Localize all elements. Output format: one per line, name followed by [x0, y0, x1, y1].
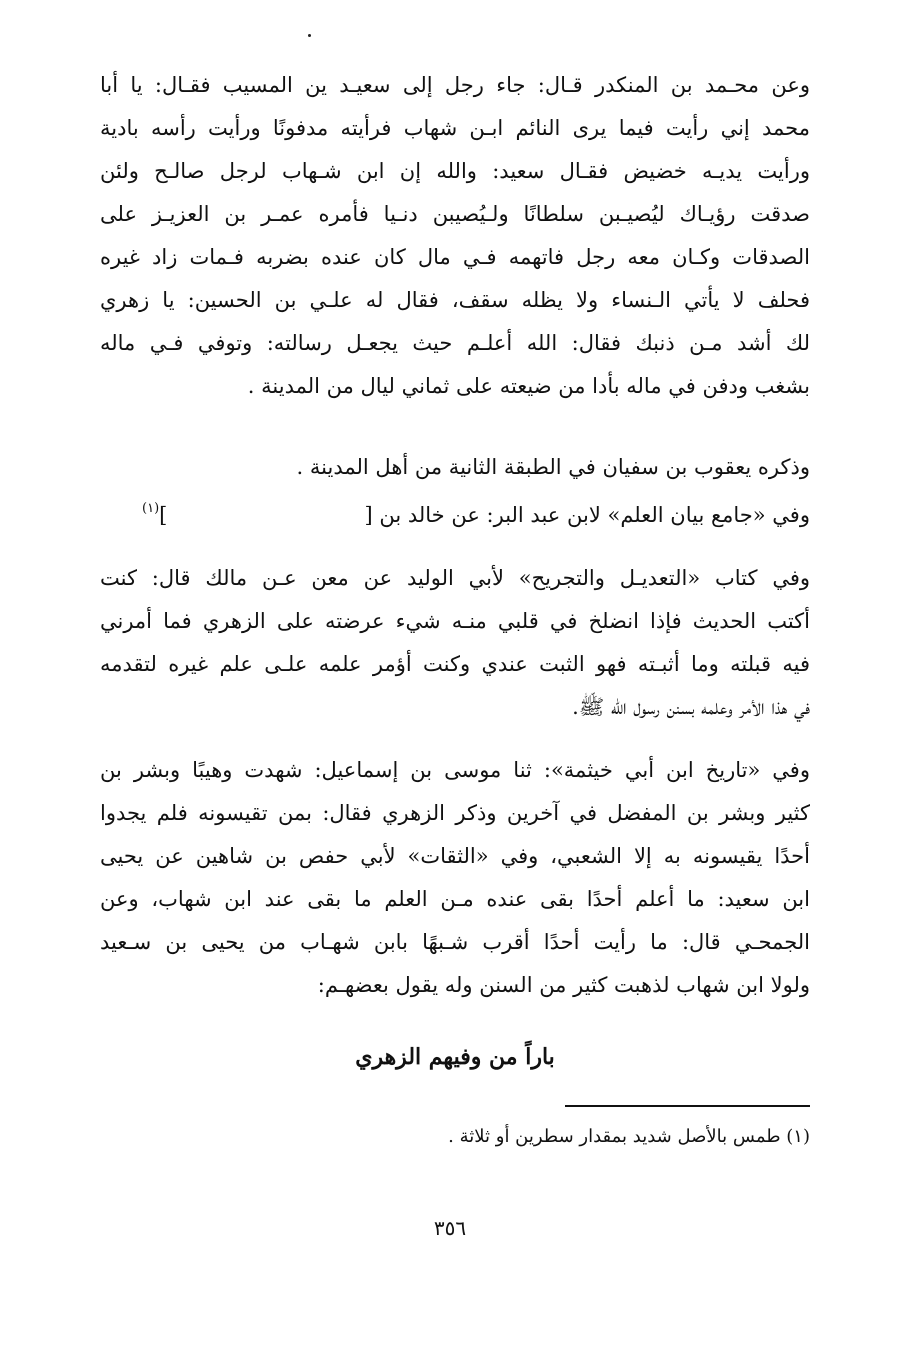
text-line: الجمحـي قال: ما رأيت أحدًا أقرب شـبهًا بابن شهـاب من يحيى بن سـعيد	[100, 930, 810, 954]
text-line: أحدًا يقيسونه به إلا الشعبي، وفي «الثقات» لأبي حفص بن شاهين عن يحيى	[100, 844, 810, 868]
text-line: في هذا الأمر وعلمه بسنن رسول الله ﷺ.	[572, 695, 810, 719]
page-number: ٣٥٦	[433, 1216, 467, 1240]
paragraph-tarikh-ibn-abi-khaythama	[100, 749, 810, 1007]
footnote-separator	[565, 1105, 810, 1107]
text-line: كثير وبشر بن المفضل في آخرين وذكر الزهري فقال: بمن تقيسونه فلم يجدوا	[100, 801, 810, 825]
paragraph-tadil-wal-tajrih	[100, 557, 810, 729]
text-line: فحلف لا يأتي الـنساء ولا يظله سقف، فقال له علـي بن الحسين: يا زهري	[100, 288, 810, 312]
citation-text: وفي «جامع بيان العلم» لابن عبد البر: عن خالد بن [	[364, 503, 810, 527]
text-line: وفي كتاب «التعديـل والتجريح» لأبي الوليد عن معن عـن مالك قال: كنت	[100, 566, 810, 590]
text-line: بشغب ودفن في ماله بأدا من ضيعته على ثماني ليال من المدينة .	[247, 374, 810, 398]
text-line	[100, 494, 810, 537]
text-line: وذكره يعقوب بن سفيان في الطبقة الثانية من أهل المدينة .	[296, 455, 810, 479]
paragraph-jami-bayan-al-ilm	[100, 494, 810, 537]
text-line: لك أشد مـن ذنبك فقال: الله أعلـم حيث يجعـل رسالته: وتوفي فـي ماله	[100, 331, 810, 355]
closing-bracket: ]$^{(١)}$	[142, 501, 168, 527]
text-line: وفي «تاريخ ابن أبي خيثمة»: ثنا موسى بن إسماعيل: شهدت وهيبًا وبشر بن	[100, 758, 810, 782]
print-dot	[308, 34, 311, 37]
footnote-reference: (١)	[142, 501, 160, 516]
text-line: ورأيت يديـه خضيض فقـال سعيد: والله إن ابن شـهاب لرجل صالـح ولئن	[100, 159, 810, 183]
text-line: صدقت رؤيـاك ليُصيـبن سلطانًا ولـيُصيبن دنـيا فأمره عمـر بن العزيـز على	[100, 202, 810, 226]
text-line: الصدقات وكـان معه رجل فاتهمه فـي مال كان عنده بضربه فـمات زاد غيره	[100, 245, 810, 269]
text-line: ولولا ابن شهاب لذهبت كثير من السنن وله يقول بعضهـم:	[317, 973, 810, 997]
text-line: ابن سعيد: ما أعلم أحدًا بقى عنده مـن العلم ما بقى عند ابن شهاب، وعن	[100, 887, 810, 911]
text-line: وعن محـمد بن المنكدر قـال: جاء رجل إلى سعيـد ين المسيب فقـال: يا أبا	[100, 73, 810, 97]
footnote: (١) طمس بالأصل شديد بمقدار سطرين أو ثلاثة .	[448, 1126, 810, 1147]
text-line: أكتب الحديث فإذا انضلخ في قلبي منـه شيء عرضته على الزهري فما أمرني	[100, 609, 810, 633]
paragraph-yaqub-ibn-sufyan	[100, 446, 810, 489]
poetry-verse: باراً من وفيهم الزهري	[355, 1044, 555, 1070]
paragraph-ibn-munkadir	[100, 64, 810, 408]
text-line: محمد إني رأيت فيما يرى النائم ابـن شهاب فرأيته مدفونًا ورأيت رأسه بادية	[100, 116, 810, 140]
text-line: فيه قبلته وما أثبـته فهو الثبت عندي وكنت أؤمر علمه علـى علم غيره لتقدمه	[100, 652, 810, 676]
